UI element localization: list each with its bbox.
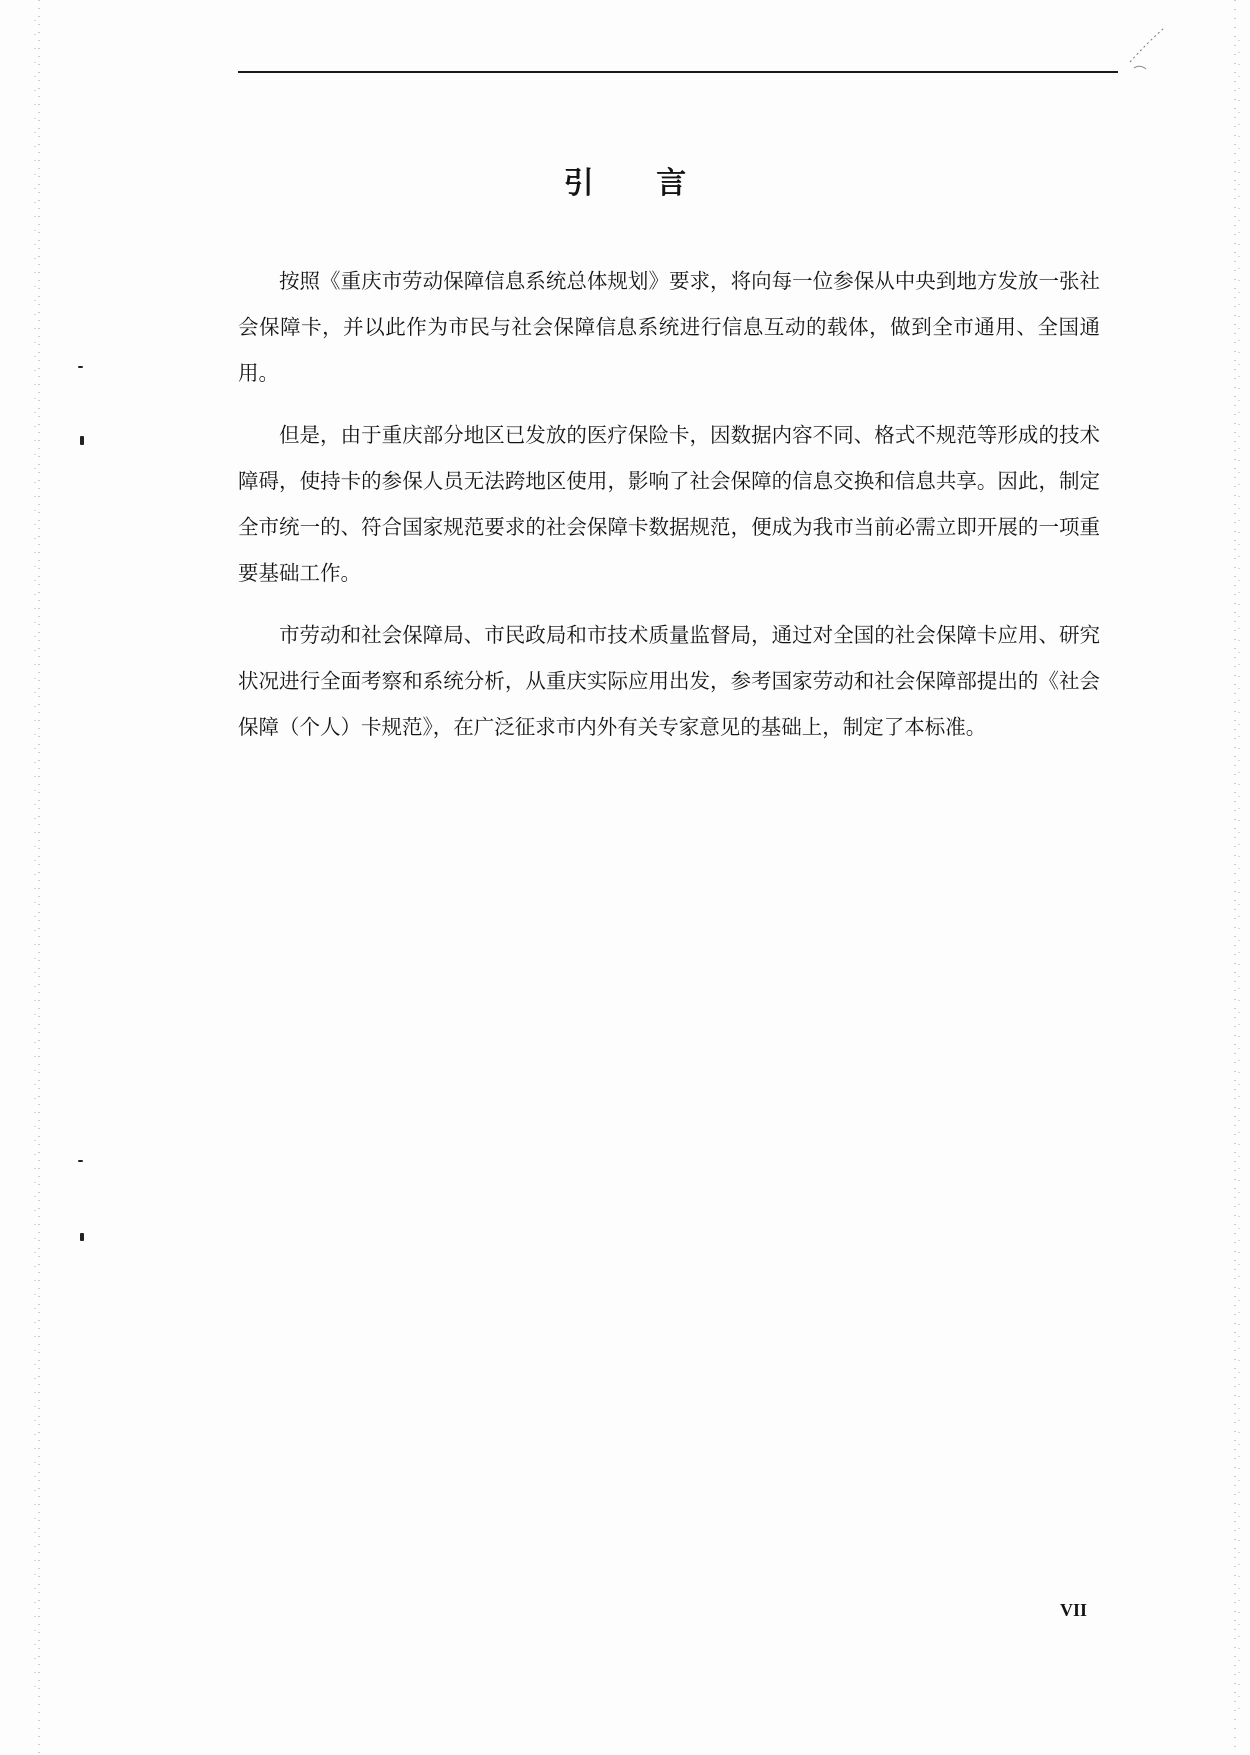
header-rule bbox=[238, 71, 1118, 73]
scan-speck bbox=[78, 366, 83, 368]
paragraph-2: 但是，由于重庆部分地区已发放的医疗保险卡，因数据内容不同、格式不规范等形成的技术障碍，使持卡的参保人员无法跨地区使用，影响了社会保障的信息交换和信息共享。因此，制定全市统一的、符合国家规范要求的社会保障卡数据规范，便成为我市当前必需立即开展的一项重要基础工作。 bbox=[238, 423, 1100, 585]
paragraph-3: 市劳动和社会保障局、市民政局和市技术质量监督局，通过对全国的社会保障卡应用、研究状况进行全面考察和系统分析，从重庆实际应用出发，参考国家劳动和社会保障部提出的《社会保障（个人）卡规范》，在广泛征求市内外有关专家意见的基础上，制定了本标准。 bbox=[238, 623, 1100, 739]
page-title: 引 言 bbox=[563, 166, 713, 201]
scan-speck bbox=[78, 1160, 83, 1162]
corner-scan-mark bbox=[1120, 14, 1180, 74]
scan-speck bbox=[80, 1233, 84, 1241]
left-edge-noise bbox=[30, 0, 48, 1755]
right-edge-noise bbox=[1226, 0, 1244, 1755]
page-number: VII bbox=[1060, 1600, 1088, 1620]
body-text bbox=[238, 258, 1100, 766]
paragraph-1: 按照《重庆市劳动保障信息系统总体规划》要求，将向每一位参保从中央到地方发放一张社会保障卡，并以此作为市民与社会保障信息系统进行信息互动的载体，做到全市通用、全国通用。 bbox=[238, 269, 1100, 385]
scan-speck bbox=[80, 436, 84, 445]
